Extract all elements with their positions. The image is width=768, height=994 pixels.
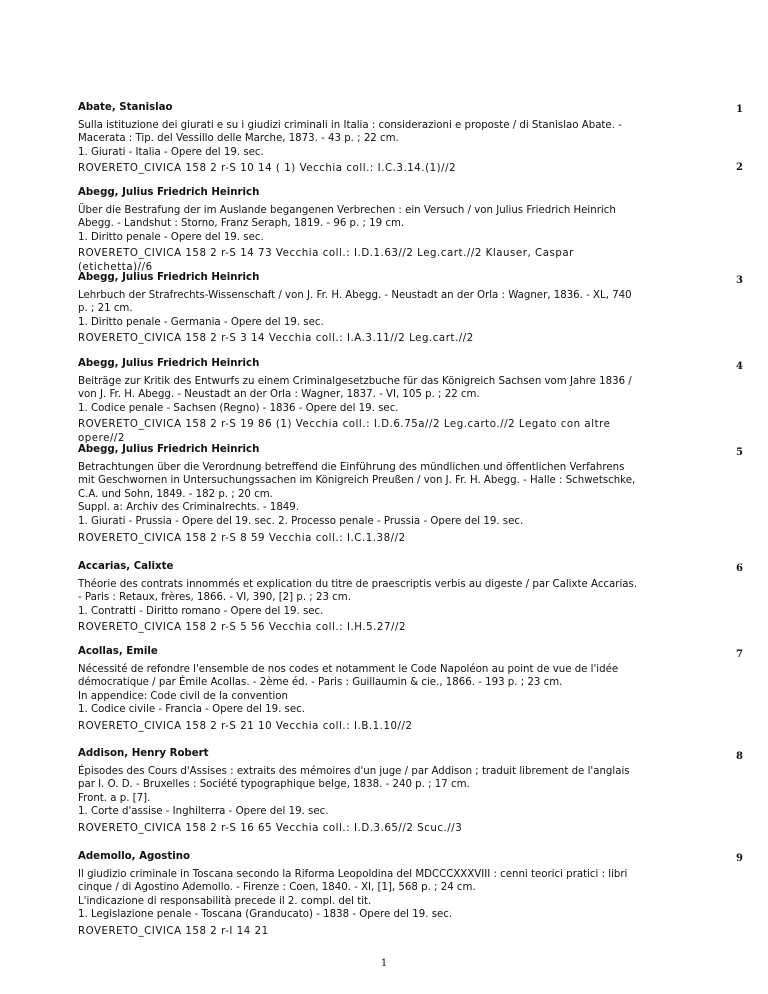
entry-description: Beiträge zur Kritik des Entwurfs zu einem Criminalgesetzbuche für das Königreich Sachsen vom Jahre 1836 / von J. Fr. H. Abegg. - Neustadt an der Orla : Wagner, 1837. - VI, 105 p. ; 22 cm.	[78, 375, 632, 401]
catalog-entry	[78, 186, 638, 275]
entry-number: 1	[736, 104, 743, 115]
entry-number: 8	[736, 751, 743, 762]
entry-number: 5	[736, 447, 743, 458]
entry-subjects: 1. Contratti - Diritto romano - Opere del 19. sec.	[78, 605, 324, 617]
entry-number: 4	[736, 361, 743, 372]
entry-subjects: 1. Diritto penale - Opere del 19. sec.	[78, 231, 264, 243]
entry-holding: ROVERETO_CIVICA 158 2 r-I 14 21	[78, 925, 269, 937]
entry-number: 6	[736, 563, 743, 574]
catalog-entry	[78, 101, 638, 176]
entry-holding: ROVERETO_CIVICA 158 2 r-S 3 14 Vecchia coll.: I.A.3.11//2 Leg.cart.//2	[78, 333, 474, 345]
entry-holding: ROVERETO_CIVICA 158 2 r-S 8 59 Vecchia coll.: I.C.1.38//2	[78, 532, 406, 544]
catalog-entry	[78, 645, 638, 734]
entry-note: Front. a p. [7].	[78, 792, 151, 804]
entry-description: Betrachtungen über die Verordnung betreffend die Einführung des mündlichen und öffentlichen Verfahrens mit Geschwornen in Untersuchungssachen im Königreich Preußen / von J. Fr. H. Abegg. - Halle : Schwetschke, C.A. und Sohn, 1849. - 182 p. ; 20 cm.	[78, 461, 636, 500]
entry-author: Accarias, Calixte	[78, 561, 174, 572]
entry-author: Abegg, Julius Friedrich Heinrich	[78, 358, 260, 369]
entry-holding: ROVERETO_CIVICA 158 2 r-S 14 73 Vecchia coll.: I.D.1.63//2 Leg.cart.//2 Klauser, Caspar (etichetta)//6	[78, 248, 574, 273]
entry-author: Abegg, Julius Friedrich Heinrich	[78, 444, 260, 455]
entry-holding: ROVERETO_CIVICA 158 2 r-S 19 86 (1) Vecchia coll.: I.D.6.75a//2 Leg.carto.//2 Legato con altre opere//2	[78, 419, 611, 444]
page-number: 1	[380, 958, 388, 969]
entry-description: Il giudizio criminale in Toscana secondo la Riforma Leopoldina del MDCCCXXXVIII : cenni teorici pratici : libri cinque / di Agostino Ademollo. - Firenze : Coen, 1840. - XI, [1], 568 p. ; 24 cm.	[78, 868, 628, 894]
entry-note: Suppl. a: Archiv des Criminalrechts. - 1849.	[78, 502, 300, 514]
entry-number: 3	[736, 275, 743, 286]
catalog-entry	[78, 560, 638, 635]
catalog-entry	[78, 357, 638, 446]
entry-subjects: 1. Giurati - Prussia - Opere del 19. sec. 2. Processo penale - Prussia - Opere del 19. sec.	[78, 515, 524, 527]
entry-note: L'indicazione di responsabilità precede il 2. compl. del tit.	[78, 895, 372, 907]
catalog-entry	[78, 271, 638, 346]
entry-description: Über die Bestrafung der im Auslande begangenen Verbrechen : ein Versuch / von Julius Friedrich Heinrich Abegg. - Landshut : Storno, Franz Seraph, 1819. - 96 p. ; 19 cm.	[78, 204, 616, 230]
catalog-entry	[78, 850, 638, 939]
entry-description: Théorie des contrats innommés et explication du titre de praescriptis verbis au digeste / par Calixte Accarias. - Paris : Retaux, frères, 1866. - VI, 390, [2] p. ; 23 cm.	[78, 578, 638, 604]
entry-subjects: 1. Diritto penale - Germania - Opere del 19. sec.	[78, 316, 324, 328]
entry-number: 7	[736, 649, 743, 660]
entry-description: Sulla istituzione dei giurati e su i giudizi criminali in Italia : considerazioni e proposte / di Stanislao Abate. - Macerata : Tip. del Vessillo delle Marche, 1873. - 43 p. ; 22 cm.	[78, 119, 622, 145]
entry-description: Nécessité de refondre l'ensemble de nos codes et notamment le Code Napoléon au point de vue de l'idée démocratique / par Émile Acollas. - 2ème éd. - Paris : Guillaumin & cie., 1866. - 193 p. ; 23 cm.	[78, 663, 619, 689]
entry-description: Lehrbuch der Strafrechts-Wissenschaft / von J. Fr. H. Abegg. - Neustadt an der Orla : Wagner, 1836. - XL, 740 p. ; 21 cm.	[78, 289, 632, 315]
entry-subjects: 1. Codice penale - Sachsen (Regno) - 1836 - Opere del 19. sec.	[78, 402, 399, 414]
entry-author: Abate, Stanislao	[78, 102, 173, 113]
entry-holding: ROVERETO_CIVICA 158 2 r-S 10 14 ( 1) Vecchia coll.: I.C.3.14.(1)//2	[78, 163, 457, 175]
entry-author: Addison, Henry Robert	[78, 748, 209, 759]
entry-number: 9	[736, 853, 743, 864]
entry-holding: ROVERETO_CIVICA 158 2 r-S 21 10 Vecchia coll.: I.B.1.10//2	[78, 720, 413, 732]
entry-subjects: 1. Legislazione penale - Toscana (Granducato) - 1838 - Opere del 19. sec.	[78, 909, 453, 921]
catalog-entry	[78, 747, 638, 836]
entry-author: Ademollo, Agostino	[78, 851, 190, 862]
entry-author: Abegg, Julius Friedrich Heinrich	[78, 272, 260, 283]
catalog-entry	[78, 443, 638, 545]
entry-note: In appendice: Code civil de la convention	[78, 690, 288, 702]
entry-subjects: 1. Corte d'assise - Inghilterra - Opere del 19. sec.	[78, 806, 329, 818]
entry-author: Abegg, Julius Friedrich Heinrich	[78, 187, 260, 198]
entry-subjects: 1. Giurati - Italia - Opere del 19. sec.	[78, 146, 264, 158]
entry-author: Acollas, Emile	[78, 646, 158, 657]
entry-subjects: 1. Codice civile - Francia - Opere del 19. sec.	[78, 704, 305, 716]
entry-number: 2	[736, 162, 743, 173]
entry-holding: ROVERETO_CIVICA 158 2 r-S 16 65 Vecchia coll.: I.D.3.65//2 Scuc.//3	[78, 822, 463, 834]
entry-description: Épisodes des Cours d'Assises : extraits des mémoires d'un juge / par Addison ; traduit librement de l'anglais par I. O. D. - Bruxelles : Société typographique belge, 1838. - 240 p. ; 17 cm.	[78, 765, 630, 791]
entry-holding: ROVERETO_CIVICA 158 2 r-S 5 56 Vecchia coll.: I.H.5.27//2	[78, 622, 406, 634]
